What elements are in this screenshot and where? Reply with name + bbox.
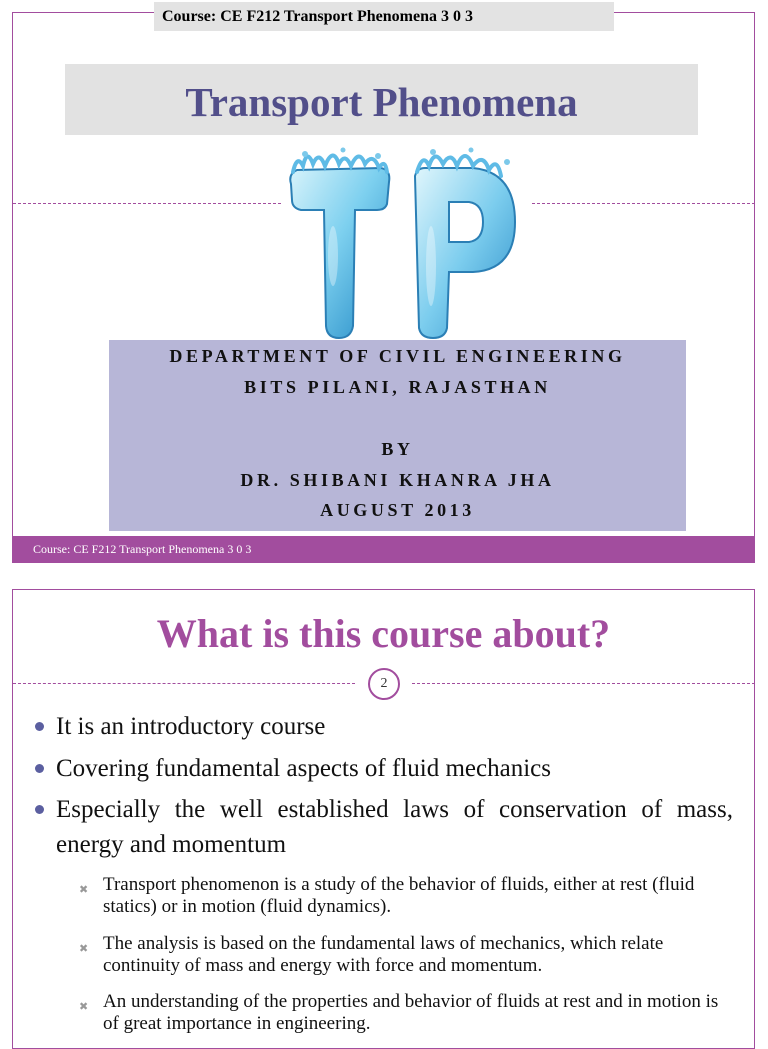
sub-bullet-text: An understanding of the properties and behavior of fluids at rest and in motion is of great importance in engineering. <box>103 991 719 1034</box>
sub-list-item <box>79 991 734 1035</box>
title-slide <box>12 12 755 563</box>
list-item <box>33 792 733 862</box>
bullet-dot-icon <box>35 764 44 773</box>
footer-bar: Course: CE F212 Transport Phenomena 3 0 3 <box>13 536 754 562</box>
department-box <box>109 340 686 531</box>
sub-bullet-text: The analysis is based on the fundamental laws of mechanics, which relate continuity of mass and energy with force and momentum. <box>103 933 664 976</box>
bullet-dot-icon <box>35 722 44 731</box>
sub-bullet-icon: ✖ <box>79 884 89 896</box>
bullet-dot-icon <box>35 805 44 814</box>
sub-bullet-icon: ✖ <box>79 1001 89 1013</box>
department-line-2: BITS PILANI, RAJASTHAN <box>244 377 551 397</box>
department-line-1: DEPARTMENT OF CIVIL ENGINEERING <box>169 346 626 366</box>
sub-bullet-text: Transport phenomenon is a study of the behavior of fluids, either at rest (fluid statics) or in motion (fluid dynamics). <box>103 874 695 917</box>
department-line-5: AUGUST 2013 <box>320 500 475 520</box>
sub-list-item <box>79 933 734 977</box>
header-course-label: Course: CE F212 Transport Phenomena 3 0 3 <box>154 2 614 31</box>
department-line-3: BY <box>381 439 414 459</box>
bullet-text: It is an introductory course <box>56 713 326 740</box>
letter-p-icon <box>415 148 515 339</box>
list-item <box>33 751 733 786</box>
tp-water-logo <box>283 146 523 342</box>
slide-title: What is this course about? <box>156 611 611 656</box>
department-line-4: DR. SHIBANI KHANRA JHA <box>240 470 555 490</box>
divider-right <box>532 203 755 204</box>
bullet-text: Especially the well established laws of conservation of mass, energy and momentum <box>56 796 733 858</box>
bullet-text: Covering fundamental aspects of fluid mechanics <box>56 755 551 782</box>
list-item <box>33 709 733 744</box>
sub-bullet-icon: ✖ <box>79 943 89 955</box>
divider-right <box>412 683 755 684</box>
slide-title: Transport Phenomena <box>65 64 698 135</box>
sub-list-item <box>79 874 734 918</box>
letter-t-icon <box>290 148 389 339</box>
content-slide <box>12 589 755 1049</box>
divider-left <box>13 203 281 204</box>
page-number-badge: 2 <box>368 668 400 700</box>
divider-left <box>13 683 355 684</box>
